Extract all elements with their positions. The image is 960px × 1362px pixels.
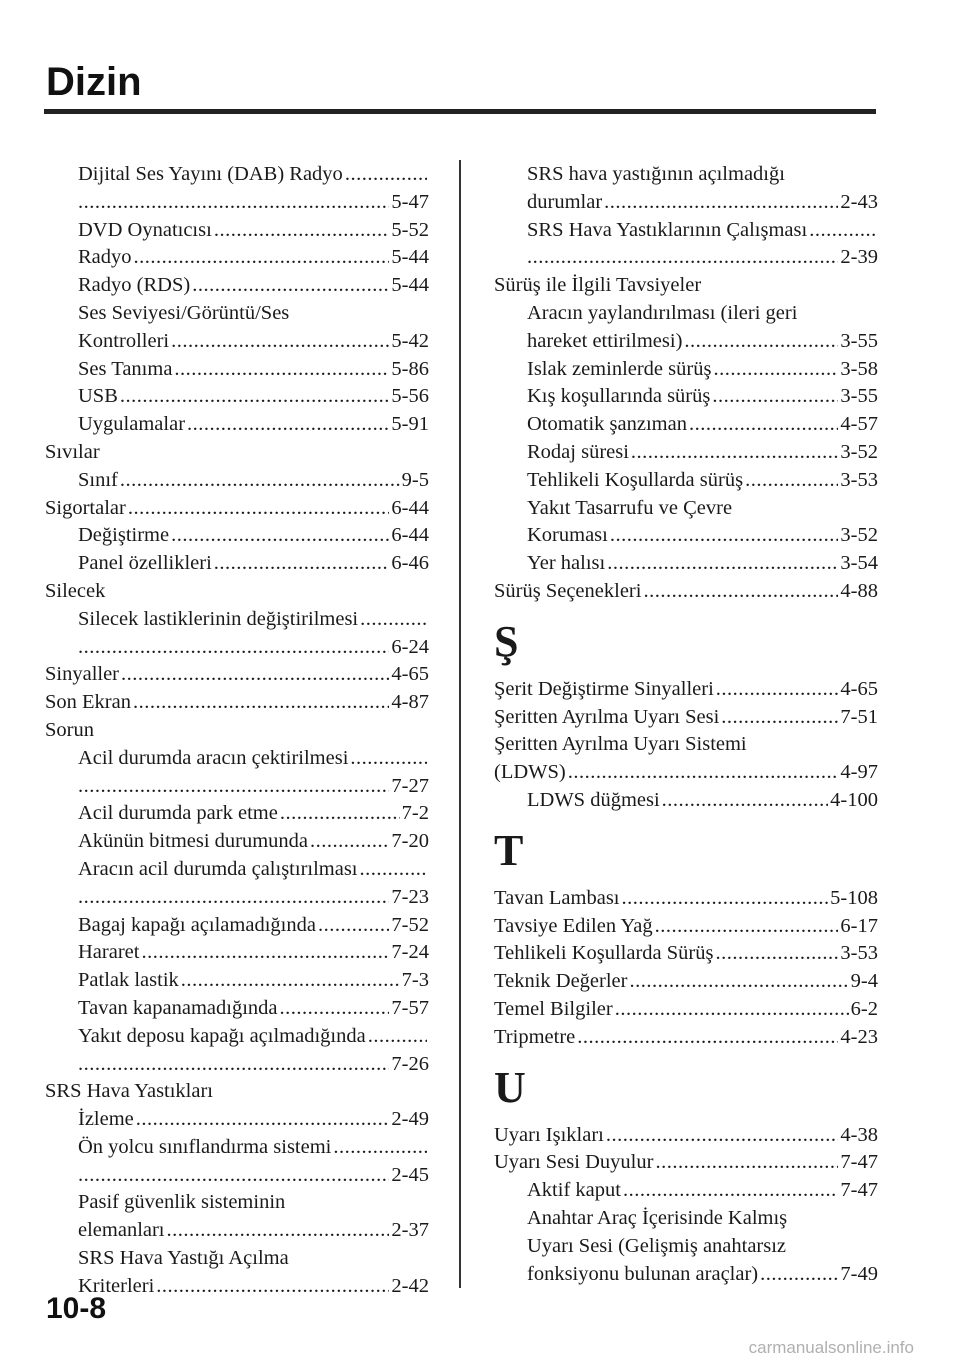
index-entry (494, 940, 878, 968)
index-subentry (45, 550, 429, 578)
index-subentry (45, 328, 429, 356)
dot-leader (280, 800, 400, 828)
dot-leader (684, 328, 838, 356)
index-subentry (45, 939, 429, 967)
dot-leader (121, 661, 389, 689)
dot-leader (345, 161, 427, 189)
index-entry (494, 676, 878, 704)
dot-leader (350, 745, 427, 773)
entry-text: Şeritten Ayrılma Uyarı Sesi (494, 705, 720, 728)
entry-page-ref: 6-44 (391, 524, 429, 547)
entry-page-ref: 3-55 (840, 329, 878, 352)
index-subentry (494, 1177, 878, 1205)
dot-leader (607, 550, 838, 578)
index-subentry (494, 467, 878, 495)
entry-page-ref: 3-52 (840, 524, 878, 547)
index-subentry (45, 272, 429, 300)
entry-page-ref: 4-97 (840, 761, 878, 784)
entry-text: Teknik Değerler (494, 970, 628, 993)
dot-leader (604, 189, 838, 217)
entry-page-ref: 4-88 (840, 579, 878, 602)
entry-page-ref: 5-56 (391, 385, 429, 408)
entry-text: Otomatik şanzıman (527, 413, 687, 436)
entry-text: Ön yolcu sınıflandırma sistemi (78, 1135, 332, 1158)
entry-text: Kontrolleri (78, 329, 170, 352)
index-entry (494, 913, 878, 941)
dot-leader (712, 383, 838, 411)
entry-text: Bagaj kapağı açılamadığında (78, 913, 316, 936)
index-column-right (494, 161, 878, 1288)
entry-text: Yer halısı (527, 552, 606, 575)
dot-leader (715, 940, 838, 968)
dot-leader (280, 995, 390, 1023)
dot-leader (745, 467, 838, 495)
page-title: Dizin (46, 60, 142, 104)
index-subentry (494, 189, 878, 217)
entry-text: Sürüş Seçenekleri (494, 579, 642, 602)
index-subentry (45, 828, 429, 856)
index-subentry (45, 1134, 429, 1162)
index-subentry (45, 522, 429, 550)
entry-page-ref: 5-47 (391, 190, 429, 213)
index-subentry (45, 467, 429, 495)
index-subentry (45, 217, 429, 245)
entry-page-ref: 7-47 (840, 1151, 878, 1174)
index-subentry (45, 773, 429, 801)
index-entry (494, 759, 878, 787)
entry-text: Silecek (45, 579, 106, 602)
entry-page-ref: 4-65 (391, 663, 429, 686)
dot-leader (128, 495, 390, 523)
entry-text: Uyarı Sesi (Gelişmiş anahtarsız (527, 1234, 787, 1257)
dot-leader (809, 217, 876, 245)
dot-leader (171, 328, 389, 356)
entry-text: Silecek lastiklerinin değiştirilmesi (78, 607, 359, 630)
entry-text: Kriterleri (78, 1274, 155, 1297)
entry-page-ref: 6-2 (850, 997, 878, 1020)
index-entry (45, 661, 429, 689)
dot-leader (360, 606, 427, 634)
entry-text: Anahtar Araç İçerisinde Kalmış (527, 1206, 788, 1229)
dot-leader (527, 244, 838, 272)
entry-text: Tavsiye Edilen Yağ (494, 914, 653, 937)
dot-leader (167, 1217, 390, 1245)
index-subentry (45, 967, 429, 995)
index-subentry (494, 1205, 878, 1233)
entry-page-ref: 5-44 (391, 246, 429, 269)
entry-text: Aktif kaput (527, 1179, 621, 1202)
entry-text: durumlar (527, 190, 603, 213)
index-subentry (45, 606, 429, 634)
index-subentry (45, 856, 429, 884)
dot-leader (78, 1162, 389, 1190)
dot-leader (192, 272, 389, 300)
dot-leader (610, 522, 839, 550)
dot-leader (655, 913, 839, 941)
dot-leader (78, 773, 389, 801)
entry-text: Radyo (RDS) (78, 274, 191, 297)
entry-text: Akünün bitmesi durumunda (78, 830, 309, 853)
entry-page-ref: 2-42 (391, 1274, 429, 1297)
entry-page-ref: 7-57 (391, 996, 429, 1019)
entry-page-ref: 3-53 (840, 942, 878, 965)
entry-text: Rodaj süresi (527, 440, 629, 463)
entry-page-ref: 2-37 (391, 1219, 429, 1242)
index-subentry (494, 439, 878, 467)
entry-page-ref: 2-45 (391, 1163, 429, 1186)
entry-page-ref: 2-49 (391, 1108, 429, 1131)
entry-text: Acil durumda aracın çektirilmesi (78, 746, 349, 769)
index-entry (45, 439, 429, 467)
entry-page-ref: 7-20 (391, 830, 429, 853)
entry-page-ref: 5-42 (391, 329, 429, 352)
dot-leader (141, 939, 389, 967)
index-entry (45, 578, 429, 606)
page-number: 10-8 (46, 1292, 107, 1325)
entry-page-ref: 4-87 (391, 691, 429, 714)
index-subentry (494, 522, 878, 550)
index-subentry (494, 300, 878, 328)
entry-page-ref: 5-86 (391, 357, 429, 380)
dot-leader (760, 1261, 838, 1289)
entry-text: SRS hava yastığının açılmadığı (527, 163, 785, 185)
index-entry (494, 996, 878, 1024)
index-entry (494, 885, 878, 913)
dot-leader (606, 1122, 839, 1150)
entry-text: Temel Bilgiler (494, 997, 613, 1020)
index-entry (45, 717, 429, 745)
index-subentry (45, 995, 429, 1023)
entry-text: Uyarı Sesi Duyulur (494, 1151, 654, 1174)
entry-text: Sınıf (78, 468, 118, 491)
entry-page-ref: 9-5 (401, 468, 429, 491)
index-subentry (45, 411, 429, 439)
entry-text: SRS Hava Yastıklarının Çalışması (527, 218, 808, 241)
index-subentry (45, 1162, 429, 1190)
entry-text: DVD Oynatıcısı (78, 218, 212, 241)
entry-page-ref: 6-24 (391, 635, 429, 658)
entry-text: hareket ettirilmesi) (527, 329, 683, 352)
dot-leader (214, 550, 390, 578)
index-subentry (45, 300, 429, 328)
index-subentry (494, 787, 878, 815)
dot-leader (214, 217, 390, 245)
dot-leader (78, 1051, 389, 1079)
index-entry (494, 272, 878, 300)
entry-page-ref: 7-24 (391, 941, 429, 964)
dot-leader (310, 828, 389, 856)
dot-leader (360, 856, 427, 884)
dot-leader (577, 1024, 838, 1052)
dot-leader (721, 704, 838, 732)
entry-text: Sinyaller (45, 663, 120, 686)
entry-text: Panel özellikleri (78, 552, 212, 575)
dot-leader (78, 884, 389, 912)
index-subentry (45, 1106, 429, 1134)
entry-page-ref: 4-57 (840, 413, 878, 436)
index-entry (494, 578, 878, 606)
entry-text: Son Ekran (45, 691, 131, 714)
index-subentry (45, 1189, 429, 1217)
index-subentry (494, 411, 878, 439)
entry-text: Dijital Ses Yayını (DAB) Radyo (78, 163, 343, 185)
entry-page-ref: 2-39 (840, 246, 878, 269)
entry-text: Şeritten Ayrılma Uyarı Sistemi (494, 733, 747, 756)
entry-page-ref: 7-27 (391, 774, 429, 797)
entry-text: Koruması (527, 524, 608, 547)
entry-text: elemanları (78, 1219, 165, 1242)
entry-text: (LDWS) (494, 761, 566, 784)
dot-leader (187, 411, 389, 439)
entry-text: Radyo (78, 246, 132, 269)
dot-leader (120, 467, 400, 495)
entry-text: Sürüş ile İlgili Tavsiyeler (494, 274, 702, 297)
watermark: carmanualsonline.info (748, 1338, 914, 1357)
title-rule (44, 109, 876, 114)
index-subentry (45, 1051, 429, 1079)
entry-page-ref: 7-26 (391, 1052, 429, 1075)
dot-leader (333, 1134, 427, 1162)
dot-leader (368, 1023, 427, 1051)
index-subentry (494, 1233, 878, 1261)
entry-text: Pasif güvenlik sisteminin (78, 1191, 286, 1214)
entry-page-ref: 2-43 (840, 190, 878, 213)
index-subentry (45, 244, 429, 272)
dot-leader (174, 356, 389, 384)
dot-leader (631, 439, 839, 467)
index-subentry (494, 328, 878, 356)
dot-leader (662, 787, 829, 815)
entry-page-ref: 7-3 (401, 969, 429, 992)
entry-text: SRS Hava Yastıkları (45, 1080, 214, 1103)
dot-leader (78, 634, 389, 662)
index-entry (494, 1122, 878, 1150)
entry-text: Uyarı Işıkları (494, 1123, 604, 1146)
entry-text: Ses Seviyesi/Görüntü/Ses (78, 301, 290, 324)
entry-text: USB (78, 385, 118, 408)
index-subentry (494, 383, 878, 411)
dot-leader (318, 912, 389, 940)
entry-text: Sıvılar (45, 440, 100, 463)
index-subentry (45, 912, 429, 940)
entry-text: Tehlikeli Koşullarda sürüş (527, 468, 744, 491)
entry-page-ref: 4-100 (830, 788, 878, 811)
index-entry (494, 968, 878, 996)
index-subentry (45, 800, 429, 828)
entry-text: Ses Tanıma (78, 357, 173, 380)
index-subentry (45, 356, 429, 384)
entry-text: Acil durumda park etme (78, 802, 278, 825)
entry-page-ref: 3-58 (840, 357, 878, 380)
index-entry (494, 1149, 878, 1177)
dot-leader (716, 676, 839, 704)
index-entry (494, 1024, 878, 1052)
index-entry (494, 731, 878, 759)
entry-text: İzleme (78, 1108, 134, 1131)
entry-page-ref: 3-53 (840, 468, 878, 491)
index-subentry (494, 495, 878, 523)
column-divider (459, 160, 461, 1288)
dot-leader (655, 1149, 838, 1177)
entry-text: SRS Hava Yastığı Açılma (78, 1247, 289, 1270)
dot-leader (713, 356, 838, 384)
entry-page-ref: 5-52 (391, 218, 429, 241)
index-entry (45, 689, 429, 717)
dot-leader (622, 885, 829, 913)
entry-text: Şerit Değiştirme Sinyalleri (494, 677, 714, 700)
entry-text: Patlak lastik (78, 969, 179, 992)
entry-text: Yakıt Tasarrufu ve Çevre (527, 496, 733, 519)
dot-leader (134, 244, 390, 272)
dot-leader (689, 411, 838, 439)
section-letter: Ş (494, 616, 519, 666)
entry-page-ref: 4-23 (840, 1025, 878, 1048)
entry-text: Uygulamalar (78, 413, 186, 436)
entry-page-ref: 7-52 (391, 913, 429, 936)
entry-page-ref: 7-47 (840, 1179, 878, 1202)
index-subentry (494, 356, 878, 384)
index-subentry (494, 1261, 878, 1289)
section-letter: U (494, 1062, 526, 1112)
entry-text: Sigortalar (45, 496, 126, 519)
entry-text: Tripmetre (494, 1025, 576, 1048)
entry-text: Sorun (45, 718, 94, 741)
entry-page-ref: 4-38 (840, 1123, 878, 1146)
dot-leader (120, 383, 390, 411)
entry-text: Kış koşullarında sürüş (527, 385, 711, 408)
index-entry (45, 495, 429, 523)
entry-page-ref: 3-55 (840, 385, 878, 408)
entry-text: Aracın yaylandırılması (ileri geri (527, 301, 798, 324)
index-column-left (45, 161, 429, 1301)
entry-page-ref: 7-51 (840, 705, 878, 728)
index-subentry (45, 884, 429, 912)
index-subentry (45, 634, 429, 662)
entry-text: Değiştirme (78, 524, 170, 547)
entry-text: Tavan kapanamadığında (78, 996, 278, 1019)
index-entry (494, 704, 878, 732)
entry-page-ref: 7-2 (401, 802, 429, 825)
dot-leader (568, 759, 839, 787)
dot-leader (629, 968, 848, 996)
dot-leader (615, 996, 849, 1024)
entry-page-ref: 6-17 (840, 914, 878, 937)
index-subentry (494, 550, 878, 578)
dot-leader (78, 189, 389, 217)
index-entry (45, 1078, 429, 1106)
index-subentry (494, 244, 878, 272)
dot-leader (133, 689, 389, 717)
dot-leader (623, 1177, 838, 1205)
entry-text: LDWS düğmesi (527, 788, 660, 811)
entry-text: fonksiyonu bulunan araçlar) (527, 1262, 759, 1285)
entry-page-ref: 6-44 (391, 496, 429, 519)
entry-text: Islak zeminlerde sürüş (527, 357, 712, 380)
dot-leader (171, 522, 389, 550)
index-subentry (45, 189, 429, 217)
index-subentry (45, 745, 429, 773)
entry-text: Tehlikeli Koşullarda Sürüş (494, 942, 714, 965)
index-subentry (45, 1217, 429, 1245)
section-letter: T (494, 825, 524, 875)
dot-leader (643, 578, 838, 606)
entry-page-ref: 3-54 (840, 552, 878, 575)
entry-page-ref: 4-65 (840, 677, 878, 700)
index-subentry (494, 161, 878, 189)
index-subentry (45, 383, 429, 411)
dot-leader (156, 1273, 389, 1301)
entry-text: Hararet (78, 941, 140, 964)
entry-text: Tavan Lambası (494, 886, 620, 909)
entry-page-ref: 5-44 (391, 274, 429, 297)
entry-page-ref: 9-4 (850, 970, 878, 993)
index-subentry (494, 217, 878, 245)
index-subentry (45, 1245, 429, 1273)
dot-leader (136, 1106, 390, 1134)
entry-page-ref: 3-52 (840, 440, 878, 463)
entry-page-ref: 7-23 (391, 885, 429, 908)
entry-page-ref: 5-91 (391, 413, 429, 436)
index-subentry (45, 1023, 429, 1051)
entry-page-ref: 5-108 (830, 886, 878, 909)
entry-text: Aracın acil durumda çalıştırılması (78, 857, 358, 880)
entry-text: Yakıt deposu kapağı açılmadığında (78, 1024, 366, 1047)
index-subentry (45, 161, 429, 189)
dot-leader (181, 967, 400, 995)
entry-page-ref: 6-46 (391, 552, 429, 575)
entry-page-ref: 7-49 (840, 1262, 878, 1285)
